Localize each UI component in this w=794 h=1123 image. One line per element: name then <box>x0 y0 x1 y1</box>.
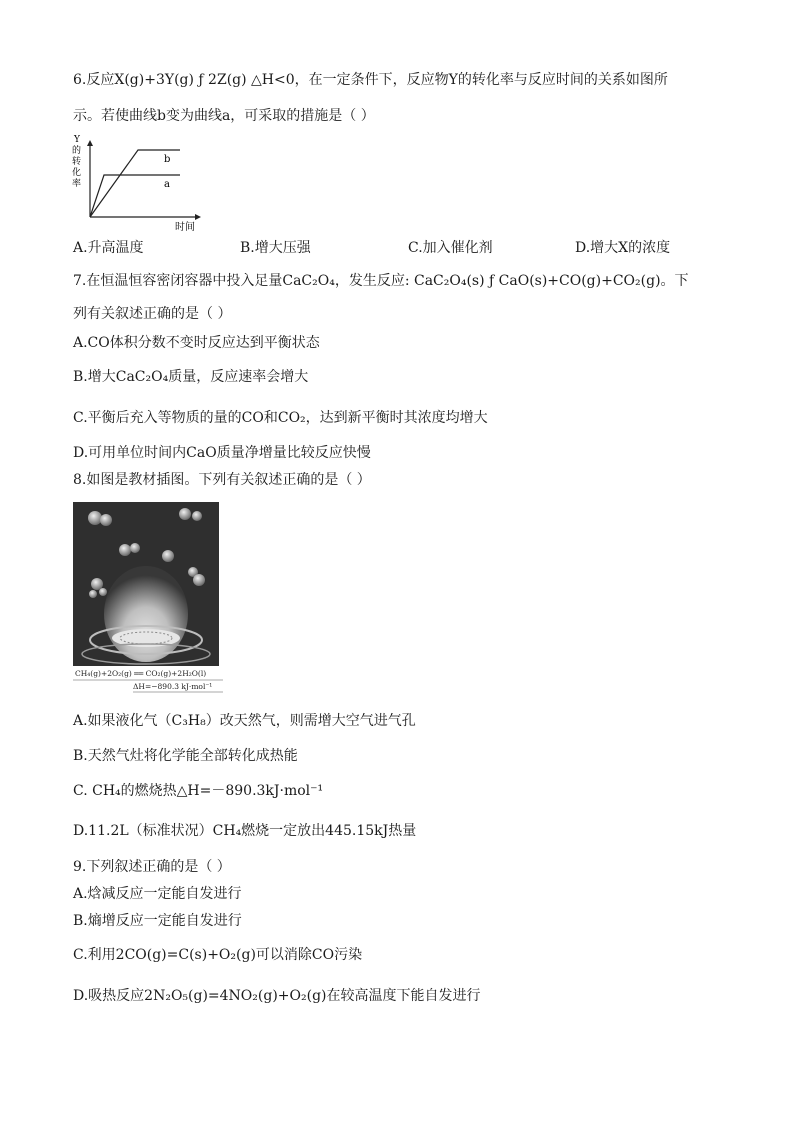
q6-option-a: A.升高温度 <box>73 240 144 256</box>
q7-option-c: C.平衡后充入等物质的量的CO和CO₂，达到新平衡时其浓度均增大 <box>73 410 488 426</box>
q6-option-d: D.增大X的浓度 <box>575 240 671 256</box>
q9-option-b: B.熵增反应一定能自发进行 <box>73 913 242 929</box>
q9-option-d: D.吸热反应2N₂O₅(g)=4NO₂(g)+O₂(g)在较高温度下能自发进行 <box>73 988 481 1004</box>
q8-stem: 8.如图是教材插图。下列有关叙述正确的是（ ） <box>73 472 371 488</box>
gas-stove-illustration <box>73 502 223 694</box>
q6-conversion-graph <box>70 132 205 232</box>
q6-option-c: C.加入催化剂 <box>408 240 493 256</box>
q9-stem: 9.下列叙述正确的是（ ） <box>73 859 231 875</box>
x-axis-label: 时间 <box>175 222 195 232</box>
enthalpy-caption: ΔH=−890.3 kJ·mol⁻¹ <box>133 682 213 691</box>
q7-stem-line1: 7.在恒温恒容密闭容器中投入足量CaC₂O₄，发生反应: CaC₂O₄(s) ƒ CaO(s)+CO(g)+CO₂(g)。下 <box>73 273 689 289</box>
q6-option-b: B.增大压强 <box>240 240 311 256</box>
q7-stem-line2: 列有关叙述正确的是（ ） <box>73 306 232 322</box>
q8-option-a: A.如果液化气（C₃H₈）改天然气，则需增大空气进气孔 <box>73 713 416 729</box>
curve-a-label: a <box>164 179 170 190</box>
curve-b-label: b <box>164 154 171 165</box>
q6-stem-line1: 6.反应X(g)+3Y(g) ƒ 2Z(g) △H<0，在一定条件下，反应物Y的转化率与反应时间的关系如图所 <box>73 72 668 88</box>
q7-option-a: A.CO体积分数不变时反应达到平衡状态 <box>73 335 320 351</box>
q8-option-b: B.天然气灶将化学能全部转化成热能 <box>73 748 298 764</box>
q9-option-c: C.利用2CO(g)=C(s)+O₂(g)可以消除CO污染 <box>73 947 363 963</box>
reaction-equation-caption: CH₄(g)+2O₂(g) ══ CO₂(g)+2H₂O(l) <box>75 669 207 678</box>
q7-option-b: B.增大CaC₂O₄质量，反应速率会增大 <box>73 369 309 385</box>
q8-option-d: D.11.2L（标准状况）CH₄燃烧一定放出445.15kJ热量 <box>73 823 417 839</box>
y-axis-label: Y 的转化率 <box>72 135 82 189</box>
q6-stem-line2: 示。若使曲线b变为曲线a，可采取的措施是（ ） <box>73 108 375 124</box>
q8-option-c: C. CH₄的燃烧热△H=－890.3kJ·mol⁻¹ <box>73 783 324 799</box>
q9-option-a: A.焓减反应一定能自发进行 <box>73 886 242 902</box>
q7-option-d: D.可用单位时间内CaO质量净增量比较反应快慢 <box>73 445 371 461</box>
